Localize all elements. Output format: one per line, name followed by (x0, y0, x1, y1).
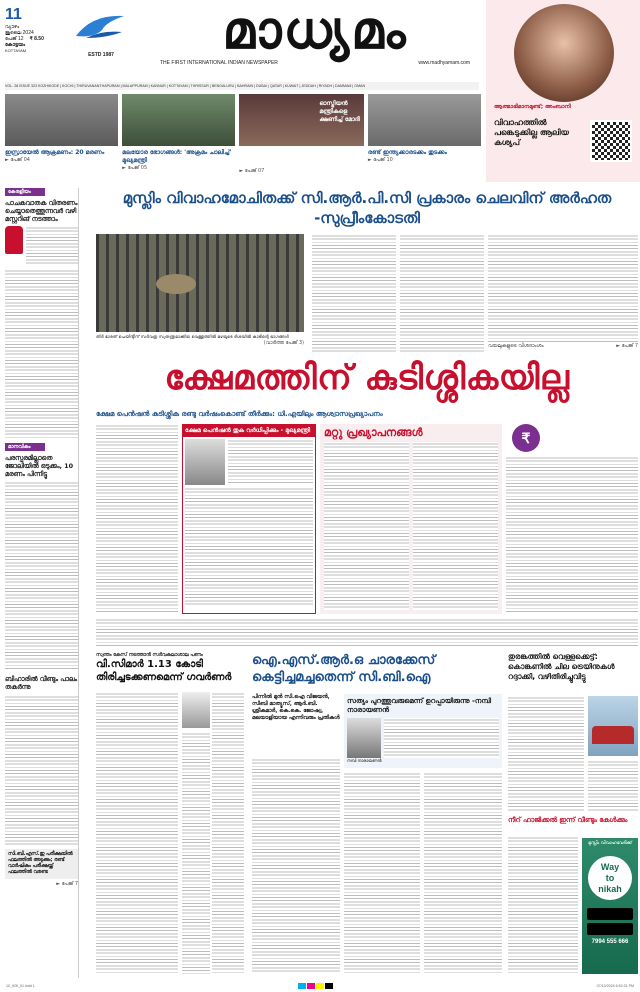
top-story-headline: ഓസ്ട്രിയൻ മന്ത്രികളെ ക്ഷണിച്ച് മോദി (319, 100, 360, 123)
footer-timestamp: 07/10/2024 6:52:31 PM (596, 984, 634, 988)
top-stories-row (5, 94, 481, 180)
ad-brand-2: to (605, 873, 615, 883)
ad-box[interactable] (582, 838, 638, 974)
pension-box (182, 424, 316, 614)
editions-bar: VOL. 28 ISSUE 323 KOZHIKODE | KOCHI | THIRUVANANTHAPURAM | MALAPPURAM | KANNUR | KOTTAYAM | THRISSUR | BENGALURU | BAHRAIN | DUBAI | QATAR | KUWAIT | JEDDAH | RIYADH | DAMMAM | OMAN (5, 82, 479, 90)
teaser-kicker: ആത്മാഭിമാനമുണ്ട്; അംബാനി (494, 104, 571, 110)
pension-text-col (96, 424, 178, 614)
app-store-badge[interactable] (587, 908, 633, 920)
lead-headline: മുസ്ലിം വിവാഹമോചിതക്ക് സി.ആർ.പി.സി പ്രകാരം ചെലവിന് അർഹത -സുപ്രീംകോടതി (122, 189, 612, 227)
masthead-title-block (160, 2, 470, 64)
edition-city-en: KOTTAYAM (5, 48, 27, 53)
isro-text-col (252, 758, 340, 974)
lead-photo (96, 234, 304, 332)
issue-day: 11 (5, 6, 22, 23)
cmyk-swatch (307, 983, 315, 989)
gas-cylinder-icon (5, 226, 23, 254)
top-story-headline: രണ്ട് ഇന്ത്യക്കാരടക്കം തുടക്കം (367, 149, 447, 156)
left-column (5, 188, 79, 978)
section-tag: കേരളീയം (5, 188, 45, 196)
announcements-col (413, 442, 498, 610)
left-text-block (5, 269, 78, 439)
top-story-2[interactable] (122, 94, 235, 180)
train-icon (592, 726, 634, 744)
banner-headline: ക്ഷേമത്തിന് കുടിശ്ശികയില്ല (164, 358, 570, 398)
cm-photo (185, 439, 225, 485)
psc-headline-block[interactable] (96, 652, 236, 688)
left-text-block (5, 481, 78, 671)
newspaper-title: മാധ്യമം (222, 1, 408, 61)
psc-text-col (212, 692, 244, 974)
cmyk-swatch (298, 983, 306, 989)
page-count: പേജ് 12 (5, 36, 24, 42)
psc-text-col (182, 732, 210, 974)
top-story-1[interactable] (5, 94, 118, 180)
edition-city: കോട്ടയം (5, 42, 26, 48)
ad-top-text: മുസ്ലിം വിവാഹവേദിക്ക് (588, 841, 632, 846)
isro-headline-block[interactable] (252, 652, 502, 688)
top-story-3[interactable] (239, 94, 363, 180)
side-page[interactable]: ► പേജ് 7 (616, 343, 638, 349)
lead-side-ref[interactable] (488, 343, 638, 349)
train-text-col (588, 760, 638, 812)
teaser-box[interactable] (486, 0, 640, 182)
announcements-title: മറ്റു പ്രഖ്യാപനങ്ങൾ (324, 426, 423, 439)
lead-photo-subject (156, 274, 196, 294)
lead-text-col (400, 234, 484, 352)
issue-info (5, 6, 65, 58)
lead-photo-block (96, 234, 304, 352)
train-headline: തുരങ്കത്തിൽ വെള്ളക്കെട്ട്: കൊങ്കണിൽ ചില ട്രെയിനുകൾ റദ്ദാക്കി, വഴിതിരിച്ചുവിട്ടു (508, 652, 615, 681)
website: www.madhyamam.com (418, 60, 470, 66)
left-page-ref[interactable]: ► പേജ് 7 (56, 881, 78, 887)
issue-month: ജൂലൈ 2024 (5, 30, 34, 36)
announcements-col (506, 456, 638, 612)
train-text-col (508, 836, 578, 974)
cmyk-swatch (325, 983, 333, 989)
top-story-headline: മലയോര ഭോഗങ്ങൾ: 'അക്രമം ചാലിച്ച്' മുഖ്യമന്ത്രി (122, 149, 232, 164)
left-headline-1[interactable]: പാചകവാതക വിതരണം ചെയ്യാതെത്തുന്നവർ വഴി മസ്റ്ററിങ് നടത്താം (5, 199, 78, 223)
pension-box-text (185, 487, 313, 607)
top-story-page[interactable]: ► പേജ് 07 (239, 168, 265, 174)
logo-bird (72, 8, 130, 58)
ad-phone[interactable]: 7994 555 666 (591, 939, 629, 945)
qr-code[interactable] (590, 120, 632, 162)
print-footer (0, 980, 640, 992)
ad-brand-3: nikah (598, 884, 622, 894)
psc-headline: വി.സിമാർ 1.13 കോടി തിരിച്ചടക്കണമെന്ന് ഗവർണർ (96, 659, 232, 683)
isro-quote: സത്യം പുറത്തുവരുമെന്ന് ഉറപ്പായിരുന്നു -നമ്പി നാരായണൻ (347, 697, 492, 714)
left-text-block (26, 226, 78, 266)
footer-file: 10_K0ll_01.indd 1 (6, 984, 35, 988)
isro-headline: ഐ.എസ്.ആർ.ഒ ചാരക്കേസ് കെട്ടിച്ചമച്ചതെന്ന് സി.ബി.ഐ (252, 653, 436, 685)
pension-box-title: ക്ഷേമ പെൻഷൻ തുക വർധിപ്പിക്കും - മുഖ്യമന്ത്രി (183, 425, 315, 437)
issue-weekday: വ്യാഴം (5, 24, 20, 30)
announcements-box (320, 424, 502, 614)
lead-page-ref[interactable]: (വാർത്ത പേജ് 3) (263, 339, 304, 346)
isro-quote-caption: നമ്പി നാരായണൻ (347, 758, 382, 763)
train-sub[interactable]: നീറ് ഹാജിക്കൽ ഇന്ന് വീണ്ടും കേൾക്കും (508, 816, 628, 824)
lead-headline-block[interactable] (96, 188, 638, 232)
top-story-4[interactable] (368, 94, 481, 180)
psc-kicker: സ്വന്തം കേസ് നടത്താൻ സർവകലാശാല പണം (96, 653, 203, 658)
train-text-col (508, 696, 584, 812)
teaser-headline: വിവാഹത്തിൽ പങ്കെടുക്കില്ല ആലിയ കശ്യപ് (494, 118, 569, 147)
top-story-photo (5, 94, 118, 146)
play-store-badge[interactable] (587, 923, 633, 935)
left-headline-3[interactable]: ബിഹാരിൽ വീണ്ടും പാലം തകർന്നു (5, 675, 78, 691)
top-story-page[interactable]: ► പേജ് 10 (367, 157, 393, 163)
train-photo (588, 696, 638, 756)
pension-box-text (228, 439, 313, 485)
banner-deck: ക്ഷേമ പെൻഷൻ കുടിശ്ശിക രണ്ടു വർഷംകൊണ്ട് തീർക്കും: ധി.എയിലും ആശ്വാസപ്രഖ്യാപനം (96, 410, 383, 418)
isro-text-col (424, 772, 502, 974)
registration-marks (298, 983, 333, 989)
bird-icon (72, 8, 130, 48)
rupee-icon: ₹ (512, 424, 540, 452)
estd-label: ESTD 1987 (88, 52, 114, 58)
nambi-photo (347, 718, 381, 758)
tagline: THE FIRST INTERNATIONAL INDIAN NEWSPAPER (160, 60, 278, 66)
top-story-headline: ഇസ്രായേൽ ആക്രമണം: 20 മരണം (5, 149, 105, 156)
teaser-photo (514, 4, 614, 102)
isro-text-col (344, 772, 420, 974)
isro-quote-box (344, 694, 502, 768)
left-headline-2[interactable]: പരസ്പരമില്ലാതെ ജോലിയിൽ ഒടുക്കം, 10 മരണം പിന്നിട്ടു (5, 454, 74, 478)
top-story-photo (368, 94, 481, 146)
top-story-page[interactable]: ► പേജ് 05 (122, 165, 148, 171)
lead-photo-caption: തീർ ഭാരത് പെയിന്റിന് സർവത്ര സ്വതന്ത്രമാക്കിയ വെള്ളത്തിൽ മഴയുടെ ദിശയിൽ കാടിന്റെ ഭാഗങ്ങൾ (96, 334, 289, 339)
lead-text-col (488, 234, 638, 342)
train-headline-block[interactable] (508, 652, 638, 692)
left-text-block (5, 695, 78, 845)
top-story-page[interactable]: ► പേജ് 04 (5, 157, 30, 163)
price: ₹ 8.50 (29, 36, 44, 42)
banner-block[interactable] (96, 356, 638, 402)
psc-text-col (96, 692, 178, 974)
text-strip (96, 618, 638, 646)
lead-text-col (312, 234, 396, 352)
side-label: വയലുകളുടെ വിശദാംശം (488, 343, 544, 349)
governor-photo (182, 692, 210, 728)
section-tag: മാനവികം (5, 443, 45, 451)
announcements-col (324, 442, 409, 610)
announcements-right (506, 424, 638, 614)
left-footnote[interactable]: സി.ബി.എസ്.ഇ പരീക്ഷയിൽ ഫലത്തിൽ അടുക്കും; രണ്ട് വാർഷികം പരീക്ഷയ്ക്ക് ഫലത്തിൽ വരണ്ട (5, 849, 78, 879)
cmyk-swatch (316, 983, 324, 989)
isro-quote-text (384, 718, 499, 758)
isro-bullet: പിന്നിൽ മുൻ സി.ഐ വിജയൻ, സിബി മാത്യൂസ്, ആർ.ബി. ശ്രീകുമാർ, കെ.കെ. ജോഷ്വ, മലയാളിയായ എന്നിവരും പ്രതികൾ (252, 694, 340, 721)
top-story-photo (122, 94, 235, 146)
ad-brand-1: Way (600, 862, 620, 872)
ad-logo (588, 856, 632, 900)
